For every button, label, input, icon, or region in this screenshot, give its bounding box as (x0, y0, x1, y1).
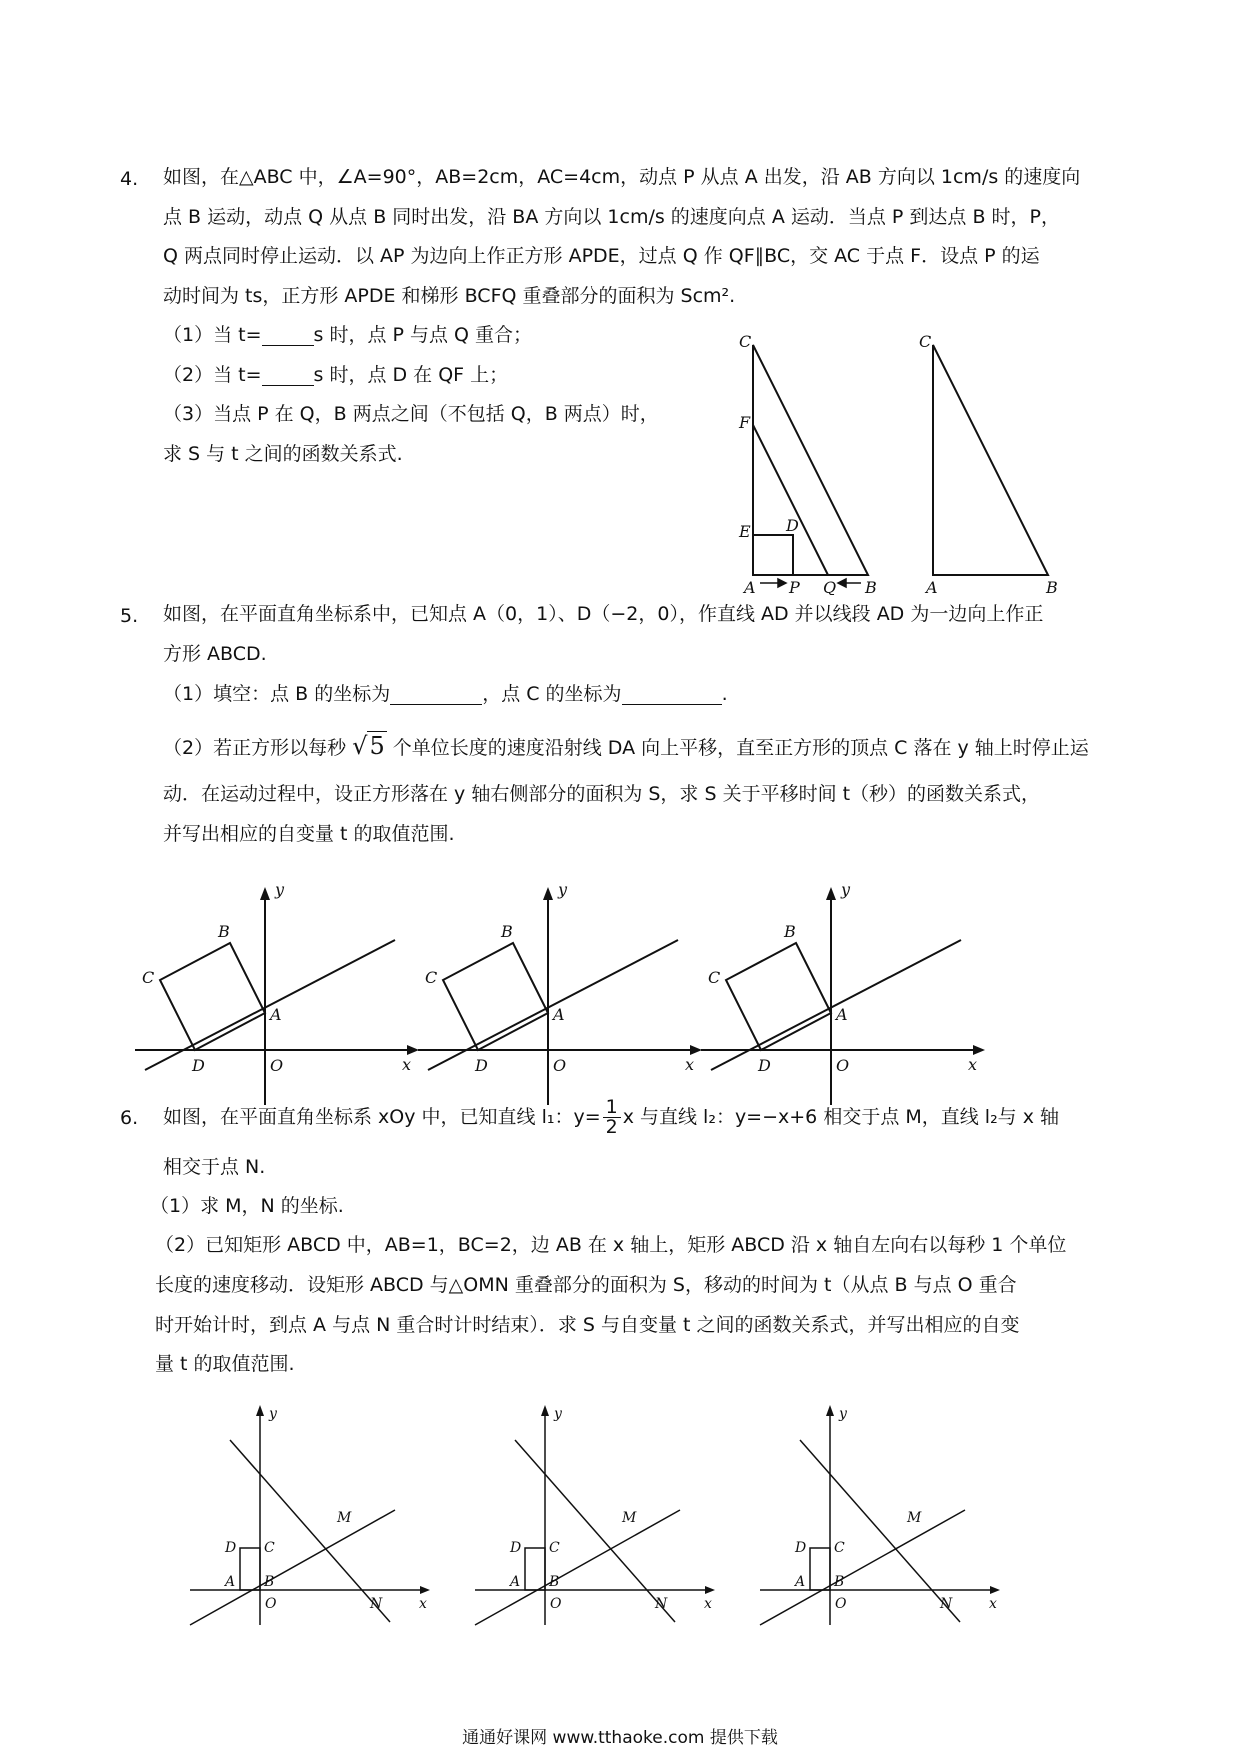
label-d: D (192, 1056, 205, 1075)
label-a: A (553, 1005, 565, 1024)
label-o: O (265, 1596, 277, 1612)
q4-figure (728, 325, 1068, 595)
label-y: y (841, 880, 851, 899)
q4-line-1: 如图，在△ABC 中，∠A=90°，AB=2cm，AC=4cm，动点 P 从点 A 出发，沿 AB 方向以 1cm/s 的速度向 (163, 166, 1081, 188)
label-b: B (865, 578, 877, 595)
q5-sub2-text-b: 个单位长度的速度沿射线 DA 向上平移，直至正方形的顶点 C 落在 y 轴上时停止运 (392, 737, 1089, 759)
q4-sub2-text-a: （2）当 t= (163, 364, 262, 386)
q5-line-1: 如图，在平面直角坐标系中，已知点 A（0，1）、D（−2，0），作直线 AD 并以线段 AD 为一边向上作正 (163, 603, 1044, 625)
label-x: x (989, 1596, 997, 1612)
label-x: x (968, 1055, 978, 1074)
q4-sub1-text-b: s 时，点 P 与点 Q 重合； (313, 324, 533, 346)
label-p: P (789, 578, 800, 595)
label-m: M (622, 1510, 637, 1526)
label-x: x (419, 1596, 427, 1612)
label-b: B (501, 922, 513, 941)
label-x: x (402, 1055, 412, 1074)
sqrt-argument: 5 (369, 732, 385, 760)
label-y: y (269, 1406, 277, 1422)
label-d: D (225, 1540, 237, 1556)
q4-sub3-line-1: （3）当点 P 在 Q，B 两点之间（不包括 Q，B 两点）时， (163, 403, 659, 425)
q5-sub1 (163, 685, 728, 705)
label-f: F (739, 413, 751, 432)
label-n: N (940, 1596, 953, 1612)
label-d: D (758, 1056, 771, 1075)
label-y: y (558, 880, 568, 899)
q5-line-4: 动．在运动过程中，设正方形落在 y 轴右侧部分的面积为 S，求 S 关于平移时间 t（秒）的函数关系式， (163, 783, 1041, 805)
q6-figure-2 (470, 1400, 720, 1630)
q4-sub1 (163, 326, 532, 346)
label-d: D (475, 1056, 488, 1075)
label-b: B (784, 922, 796, 941)
label-d: D (795, 1540, 807, 1556)
label-x: x (685, 1055, 695, 1074)
label-b: B (1046, 578, 1058, 595)
q5-sub1-text-a: （1）填空：点 B 的坐标为 (163, 683, 391, 705)
q4-number: 4. (120, 168, 139, 190)
label-c: C (834, 1540, 845, 1556)
fraction-denominator: 2 (605, 1115, 618, 1138)
label-a: A (795, 1574, 806, 1590)
q6-sub2-line-4: 量 t 的取值范围. (155, 1353, 295, 1375)
label-o: O (835, 1596, 847, 1612)
label-c: C (739, 332, 752, 351)
label-o: O (836, 1056, 850, 1075)
q4-line-3: Q 两点同时停止运动．以 AP 为边向上作正方形 APDE，过点 Q 作 QF∥BC，交 AC 于点 F．设点 P 的运 (163, 245, 1040, 267)
q6-sub2-line-3: 时开始计时，到点 A 与点 N 重合时计时结束）．求 S 与自变量 t 之间的函数关系式，并写出相应的自变 (155, 1314, 1020, 1336)
q6-sub2-line-2: 长度的速度移动．设矩形 ABCD 与△OMN 重叠部分的面积为 S，移动的时间为 t（从点 B 与点 O 重合 (155, 1274, 1017, 1296)
q5-sub2 (163, 734, 1089, 758)
fraction-numerator: 1 (603, 1098, 621, 1118)
label-a: A (510, 1574, 521, 1590)
q5-line-2: 方形 ABCD. (163, 643, 267, 665)
label-a: A (225, 1574, 236, 1590)
sqrt-expression: √5 (352, 732, 385, 760)
label-c: C (919, 332, 932, 351)
q6-line-1-text-a: 如图，在平面直角坐标系 xOy 中，已知直线 l₁：y= (163, 1105, 601, 1128)
q6-number: 6. (120, 1107, 139, 1129)
q6-line-2: 相交于点 N. (163, 1156, 266, 1178)
label-a: A (836, 1005, 848, 1024)
label-b: B (264, 1574, 275, 1590)
q5-sub1-text-b: ，点 C 的坐标为 (482, 683, 622, 705)
label-c: C (264, 1540, 275, 1556)
answer-blank[interactable] (262, 326, 314, 346)
q5-figure-1 (130, 880, 420, 1110)
label-m: M (907, 1510, 922, 1526)
label-b: B (218, 922, 230, 941)
q5-line-5: 并写出相应的自变量 t 的取值范围. (163, 823, 455, 845)
label-d: D (510, 1540, 522, 1556)
label-o: O (553, 1056, 567, 1075)
q6-sub1: （1）求 M，N 的坐标. (150, 1195, 344, 1217)
q5-figure-2 (413, 880, 703, 1110)
answer-blank[interactable] (390, 685, 482, 705)
label-a: A (270, 1005, 282, 1024)
label-q: Q (823, 578, 837, 595)
q4-line-2: 点 B 运动，动点 Q 从点 B 同时出发，沿 BA 方向以 1cm/s 的速度向点 A 运动．当点 P 到达点 B 时，P， (163, 206, 1060, 228)
q5-sub2-text-a: （2）若正方形以每秒 (163, 737, 347, 759)
label-m: M (337, 1510, 352, 1526)
label-a: A (926, 578, 938, 595)
label-e: E (739, 522, 751, 541)
label-c: C (142, 968, 155, 987)
label-b: B (834, 1574, 845, 1590)
q6-line-1 (163, 1090, 1059, 1144)
label-c: C (549, 1540, 560, 1556)
q6-figure-1 (185, 1400, 435, 1630)
q5-number: 5. (120, 605, 139, 627)
q6-figure-3 (755, 1400, 1005, 1630)
q5-sub1-text-c: . (721, 683, 728, 705)
label-c: C (425, 968, 438, 987)
fraction (603, 1095, 621, 1138)
label-o: O (550, 1596, 562, 1612)
q4-sub2 (163, 366, 508, 386)
q4-sub2-text-b: s 时，点 D 在 QF 上； (313, 364, 509, 386)
q6-sub2-line-1: （2）已知矩形 ABCD 中，AB=1，BC=2，边 AB 在 x 轴上，矩形 ABCD 沿 x 轴自左向右以每秒 1 个单位 (155, 1234, 1067, 1256)
label-y: y (275, 880, 285, 899)
page-footer: 通通好课网 www.tthaoke.com 提供下载 (462, 1728, 778, 1748)
q4-line-4: 动时间为 ts，正方形 APDE 和梯形 BCFQ 重叠部分的面积为 Scm². (163, 285, 736, 307)
q4-sub1-text-a: （1）当 t= (163, 324, 262, 346)
label-d: D (786, 516, 799, 535)
q5-figure-3 (696, 880, 986, 1110)
label-n: N (655, 1596, 668, 1612)
answer-blank[interactable] (622, 685, 722, 705)
label-c: C (708, 968, 721, 987)
q6-line-1-text-b: x 与直线 l₂：y=−x+6 相交于点 M，直线 l₂与 x 轴 (622, 1105, 1060, 1128)
q4-sub3-line-2: 求 S 与 t 之间的函数关系式. (163, 443, 403, 465)
label-x: x (704, 1596, 712, 1612)
label-a: A (744, 578, 756, 595)
label-n: N (370, 1596, 383, 1612)
label-b: B (549, 1574, 560, 1590)
label-y: y (554, 1406, 562, 1422)
answer-blank[interactable] (262, 366, 314, 386)
label-y: y (839, 1406, 847, 1422)
label-o: O (270, 1056, 284, 1075)
